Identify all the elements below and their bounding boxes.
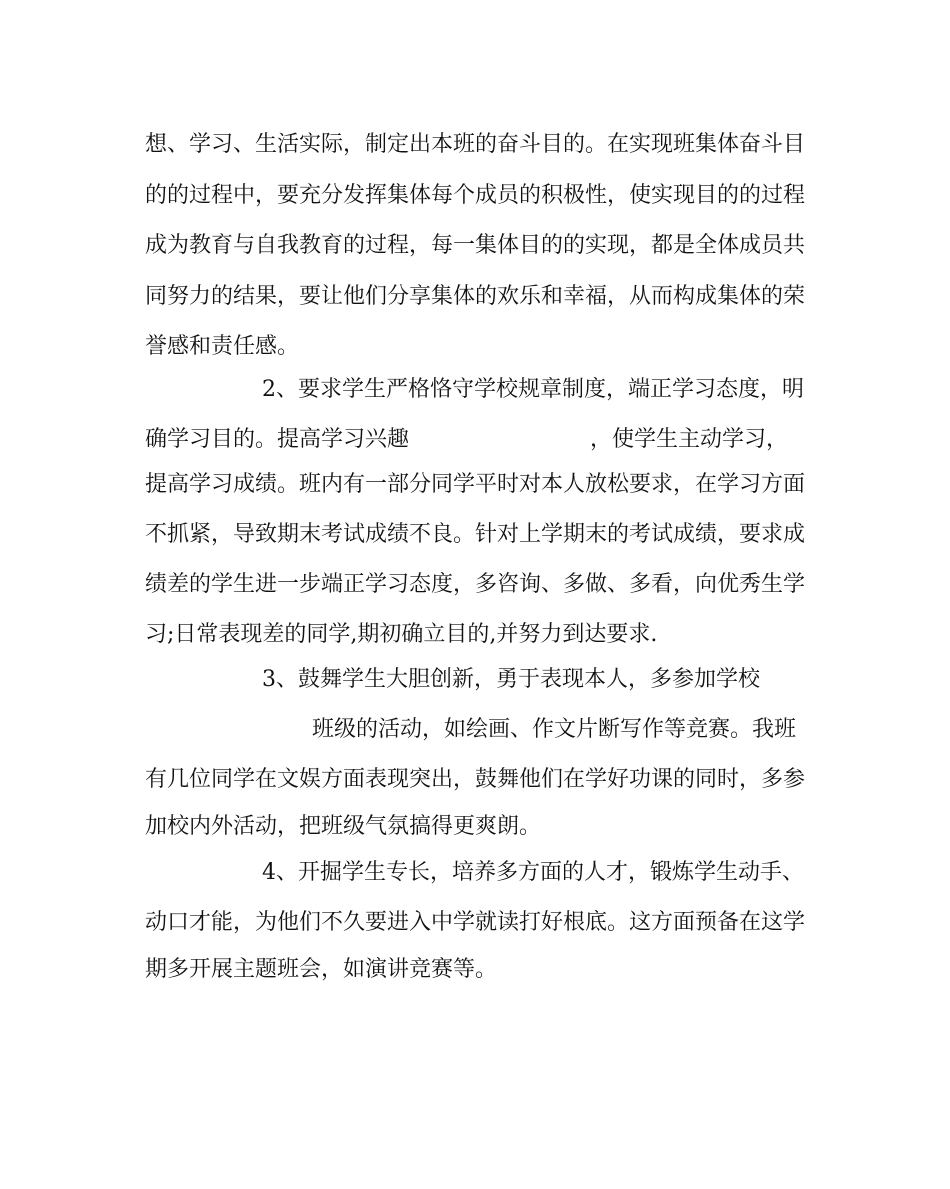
text-line: 绩差的学生进一步端正学习态度，多咨询、多做、多看，向优秀生学	[145, 572, 806, 597]
text-line: 的的过程中，要充分发挥集体每个成员的积极性，使实现目的的过程	[145, 183, 806, 208]
paragraph-2-first-line: 2、要求学生严格恪守学校规章制度，端正学习态度，明	[262, 377, 804, 402]
text-line: 确学习目的。提高学习兴趣	[145, 427, 410, 452]
text-line: 习;日常表现差的同学,期初确立目的,并努力到达要求.	[145, 622, 658, 647]
text-line: 有几位同学在文娱方面表现突出，鼓舞他们在学好功课的同时，多参	[145, 767, 806, 792]
text-line: 想、学习、生活实际，制定出本班的奋斗目的。在实现班集体奋斗目	[145, 132, 806, 157]
text-line: 同努力的结果，要让他们分享集体的欢乐和幸福，从而构成集体的荣	[145, 284, 806, 309]
text-line: 班级的活动，如绘画、作文片断写作等竞赛。我班	[312, 717, 797, 742]
paragraph-3-first-line: 3、鼓舞学生大胆创新，勇于表现本人，多参加学校	[262, 667, 760, 692]
text-line: 誉感和责任感。	[145, 334, 300, 359]
text-line: 加校内外活动，把班级气氛搞得更爽朗。	[145, 814, 542, 839]
text-line: 提高学习成绩。班内有一部分同学平时对本人放松要求，在学习方面	[145, 472, 806, 497]
text-line: 动口才能，为他们不久要进入中学就读打好根底。这方面预备在这学	[145, 910, 806, 935]
text-line: ，使学生主动学习，	[590, 427, 789, 452]
text-line: 不抓紧，导致期末考试成绩不良。针对上学期末的考试成绩，要求成	[145, 522, 806, 547]
text-line: 成为教育与自我教育的过程，每一集体目的的实现，都是全体成员共	[145, 233, 806, 258]
text-line: 期多开展主题班会，如演讲竞赛等。	[145, 957, 498, 982]
paragraph-4-first-line: 4、开掘学生专长，培养多方面的人才，锻炼学生动手、	[262, 860, 804, 885]
